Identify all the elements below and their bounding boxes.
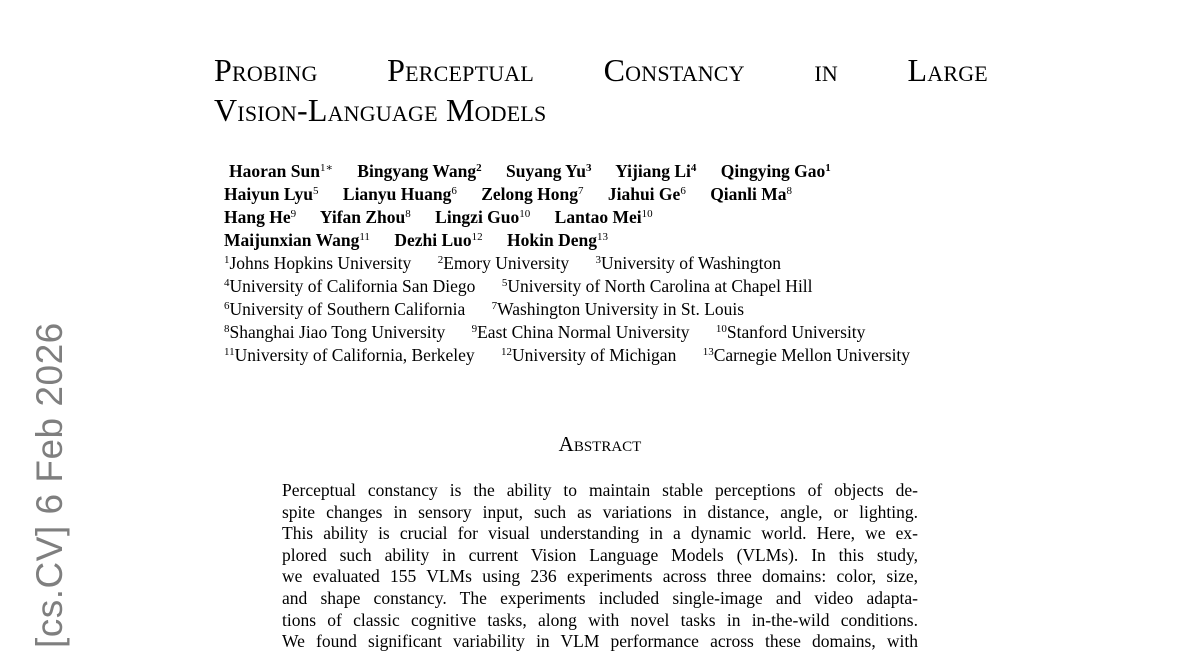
affiliation-line — [224, 275, 1004, 298]
author-affiliation-mark: 11 — [359, 231, 370, 243]
affiliation-name: University of Southern California — [229, 299, 466, 319]
affiliation — [595, 253, 781, 273]
affiliation-name: Stanford University — [726, 322, 866, 342]
affiliation-name: University of North Carolina at Chapel Hill — [507, 276, 813, 296]
author — [394, 230, 482, 250]
author-name: Zelong Hong — [481, 184, 578, 204]
affiliation — [224, 276, 475, 296]
affiliation-mark: 5 — [501, 277, 508, 289]
affiliation — [502, 276, 813, 296]
affiliation-line — [224, 344, 1004, 367]
affiliation-mark: 9 — [471, 323, 478, 335]
affiliation — [703, 345, 910, 365]
abstract-body — [282, 480, 918, 653]
affiliation-mark: 11 — [224, 346, 235, 358]
affiliation-mark: 1 — [224, 254, 230, 266]
author-name: Hokin Deng — [507, 230, 597, 250]
title-line-2: Vision-Language Models — [214, 92, 547, 128]
author — [710, 184, 792, 204]
author — [320, 207, 411, 227]
affiliation — [716, 322, 866, 342]
author-name: Lingzi Guo — [435, 207, 520, 227]
author — [343, 184, 457, 204]
author-affiliation-mark: 13 — [596, 231, 608, 243]
affiliation — [472, 322, 690, 342]
affiliation-name: Carnegie Mellon University — [713, 345, 911, 365]
title-word: in — [814, 52, 838, 88]
author-name: Suyang Yu — [506, 161, 586, 181]
author-name: Bingyang Wang — [357, 161, 477, 181]
author-line — [224, 229, 1004, 252]
author-name: Dezhi Luo — [394, 230, 472, 250]
title-word: Probing — [214, 52, 318, 88]
affiliation-mark: 2 — [437, 254, 444, 266]
author-affiliation-mark: 1∗ — [319, 162, 333, 174]
author — [224, 230, 370, 250]
author — [481, 184, 583, 204]
author-name: Haiyun Lyu — [224, 184, 314, 204]
author-affiliation-mark: 9 — [290, 208, 297, 220]
affiliation-mark: 4 — [224, 277, 230, 289]
author-affiliation-mark: 4 — [690, 162, 697, 174]
author — [507, 230, 608, 250]
title-line-1 — [214, 50, 988, 90]
author-affiliation-mark: 6 — [451, 185, 457, 197]
author-affiliation-mark: 8 — [786, 185, 793, 197]
author-line — [224, 160, 1004, 183]
abstract-line: This ability is crucial for visual understanding in a dynamic world. Here, we ex- — [282, 523, 918, 544]
affiliation-name: Shanghai Jiao Tong University — [229, 322, 446, 342]
author-affiliation-mark: 5 — [313, 185, 319, 197]
author-line — [224, 183, 1004, 206]
author-affiliation-mark: 6 — [680, 185, 686, 197]
author — [224, 184, 319, 204]
author-name: Maijunxian Wang — [224, 230, 360, 250]
author-affiliation-mark: 1 — [825, 162, 831, 174]
abstract-line: and shape constancy. The experiments included single-image and video adapta- — [282, 587, 918, 608]
affiliation — [501, 345, 676, 365]
author-name: Yifan Zhou — [319, 207, 406, 227]
affiliation-mark: 7 — [491, 300, 498, 312]
affiliation — [224, 322, 445, 342]
author-name: Yijiang Li — [615, 161, 691, 181]
affiliation-name: East China Normal University — [477, 322, 690, 342]
abstract-line: tions of classic cognitive tasks, along with novel tasks in in-the-wild conditions. — [282, 609, 918, 630]
author-name: Hang He — [224, 207, 291, 227]
author-affiliation-mark: 3 — [585, 162, 592, 174]
paper-title — [214, 50, 988, 130]
author — [721, 161, 831, 181]
author-line — [224, 206, 1004, 229]
affiliation-mark: 6 — [224, 300, 230, 312]
author-affiliation-mark: 10 — [641, 208, 653, 220]
abstract-line: we evaluated 155 VLMs using 236 experiments across three domains: color, size, — [282, 566, 918, 587]
author-affiliation-mark: 8 — [405, 208, 411, 220]
author-name: Haoran Sun — [229, 161, 320, 181]
affiliation-name: Johns Hopkins University — [229, 253, 412, 273]
author — [357, 161, 481, 181]
author-affiliation-mark: 7 — [577, 185, 584, 197]
abstract-heading: Abstract — [558, 432, 642, 456]
affiliation-name: Washington University in St. Louis — [497, 299, 745, 319]
affiliation-mark: 3 — [595, 254, 601, 266]
affiliation-name: University of California, Berkeley — [234, 345, 475, 365]
author-affiliation-mark: 2 — [476, 162, 482, 174]
author — [435, 207, 530, 227]
affiliation — [492, 299, 745, 319]
author-affiliation-mark: 10 — [519, 208, 531, 220]
affiliation-name: Emory University — [443, 253, 570, 273]
title-word: Large — [907, 52, 988, 88]
author — [608, 184, 686, 204]
affiliation-mark: 10 — [715, 323, 727, 335]
author-name: Jiahui Ge — [607, 184, 681, 204]
author-name: Qianli Ma — [710, 184, 787, 204]
affiliation-mark: 13 — [702, 346, 714, 358]
title-word: Perceptual — [387, 52, 535, 88]
arxiv-identifier-stamp: [cs.CV] 6 Feb 2026 — [29, 322, 70, 648]
affiliation-line — [224, 321, 1004, 344]
author-name: Lantao Mei — [554, 207, 642, 227]
author — [506, 161, 591, 181]
affiliation-name: University of Michigan — [512, 345, 677, 365]
author — [224, 207, 296, 227]
affiliation-mark: 8 — [224, 323, 230, 335]
author-block — [224, 160, 1004, 367]
author — [229, 161, 333, 181]
abstract-line: We found significant variability in VLM performance across these domains, with — [282, 631, 918, 652]
author — [555, 207, 653, 227]
abstract-line: spite changes in sensory input, such as variations in distance, angle, or lighting. — [282, 501, 918, 522]
affiliation — [438, 253, 569, 273]
affiliation — [224, 345, 475, 365]
author-affiliation-mark: 12 — [471, 231, 483, 243]
affiliation — [224, 299, 465, 319]
author — [615, 161, 696, 181]
affiliation-line — [224, 298, 1004, 321]
author-name: Lianyu Huang — [342, 184, 452, 204]
affiliation-mark: 12 — [501, 346, 513, 358]
affiliation — [224, 253, 411, 273]
affiliation-name: University of Washington — [600, 253, 782, 273]
affiliation-name: University of California San Diego — [229, 276, 476, 296]
affiliation-line — [224, 252, 1004, 275]
abstract-line: Perceptual constancy is the ability to maintain stable perceptions of objects de- — [282, 480, 918, 500]
abstract-line: plored such ability in current Vision Language Models (VLMs). In this study, — [282, 544, 918, 565]
author-name: Qingying Gao — [720, 161, 826, 181]
title-word: Constancy — [603, 52, 745, 88]
